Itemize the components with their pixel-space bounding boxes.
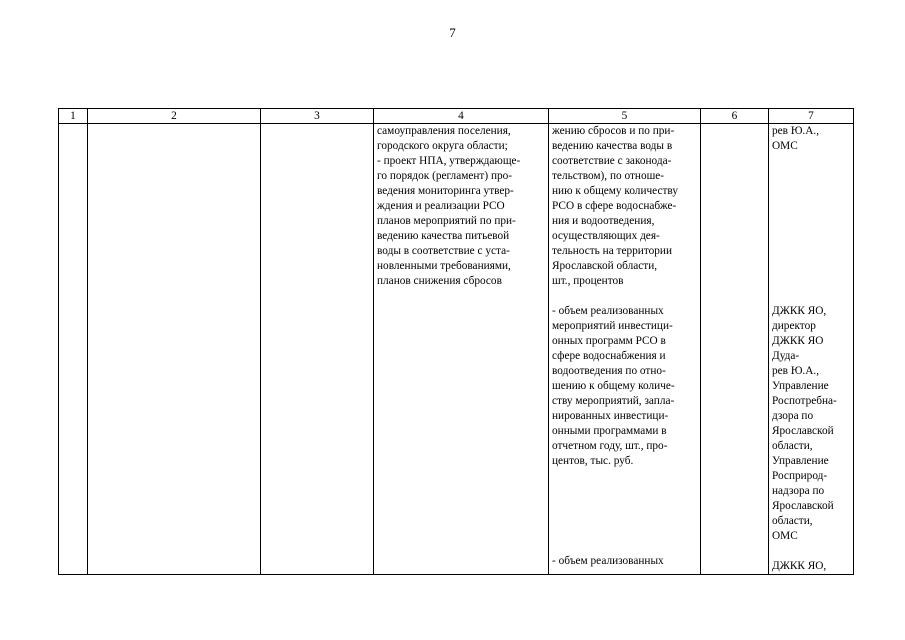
indicator-text-2: - объем реализованных мероприятий инвестици- онных программ РСО в сфере водоснабжения и водоотведения по отно- шению к общему количе- ству мероприятий, запла- нированных инвестици- онными программами в отчетном году, шт., про- центов, тыс. руб. — [552, 305, 675, 467]
column-header-4: 4 — [374, 109, 549, 124]
spacer — [552, 484, 697, 554]
column-header-3: 3 — [261, 109, 374, 124]
measure-description: самоуправления поселения, городского округа области; - проект НПА, утверждающе- го порядок (регламент) про- ведения мониторинга утвер- ждения и реализации РСО планов мероприятий по при- ведению качества питьевой воды в соответствие с уста- новленными требованиями, планов снижения сбросов — [377, 125, 521, 287]
cell-col-4 — [374, 124, 549, 575]
indicator-text-1: жению сбросов и по при- ведению качества воды в соответствие с законода- тельством), по отноше- нию к общему количеству РСО в сфере водоснабже- ния и водоотведения, осуществляющих дея- тельность на территории Ярославской области, шт., процентов — [552, 125, 679, 287]
measures-table — [58, 108, 854, 575]
cell-col-5 — [549, 124, 701, 575]
column-header-5: 5 — [549, 109, 701, 124]
cell-col-6 — [701, 124, 769, 575]
column-header-1: 1 — [59, 109, 88, 124]
page-number: 7 — [449, 25, 456, 40]
cell-col-2 — [88, 124, 261, 575]
indicator-text-3: - объем реализованных — [552, 555, 664, 567]
column-header-6: 6 — [701, 109, 769, 124]
cell-col-7 — [769, 124, 854, 575]
responsible-text-3: ДЖКК ЯО, — [772, 560, 827, 572]
cell-col-3 — [261, 124, 374, 575]
column-header-7: 7 — [769, 109, 854, 124]
table-row — [59, 124, 854, 575]
column-header-2: 2 — [88, 109, 261, 124]
responsible-text-1: рев Ю.А., ОМС — [772, 125, 820, 152]
responsible-text-2: ДЖКК ЯО, директор ДЖКК ЯО Дуда- рев Ю.А., Управление Роспотребна- дзора по Ярославской области, Управление Росприрод- надзора по Ярославской области, ОМС — [772, 305, 837, 542]
header-row — [59, 109, 854, 124]
cell-col-1 — [59, 124, 88, 575]
